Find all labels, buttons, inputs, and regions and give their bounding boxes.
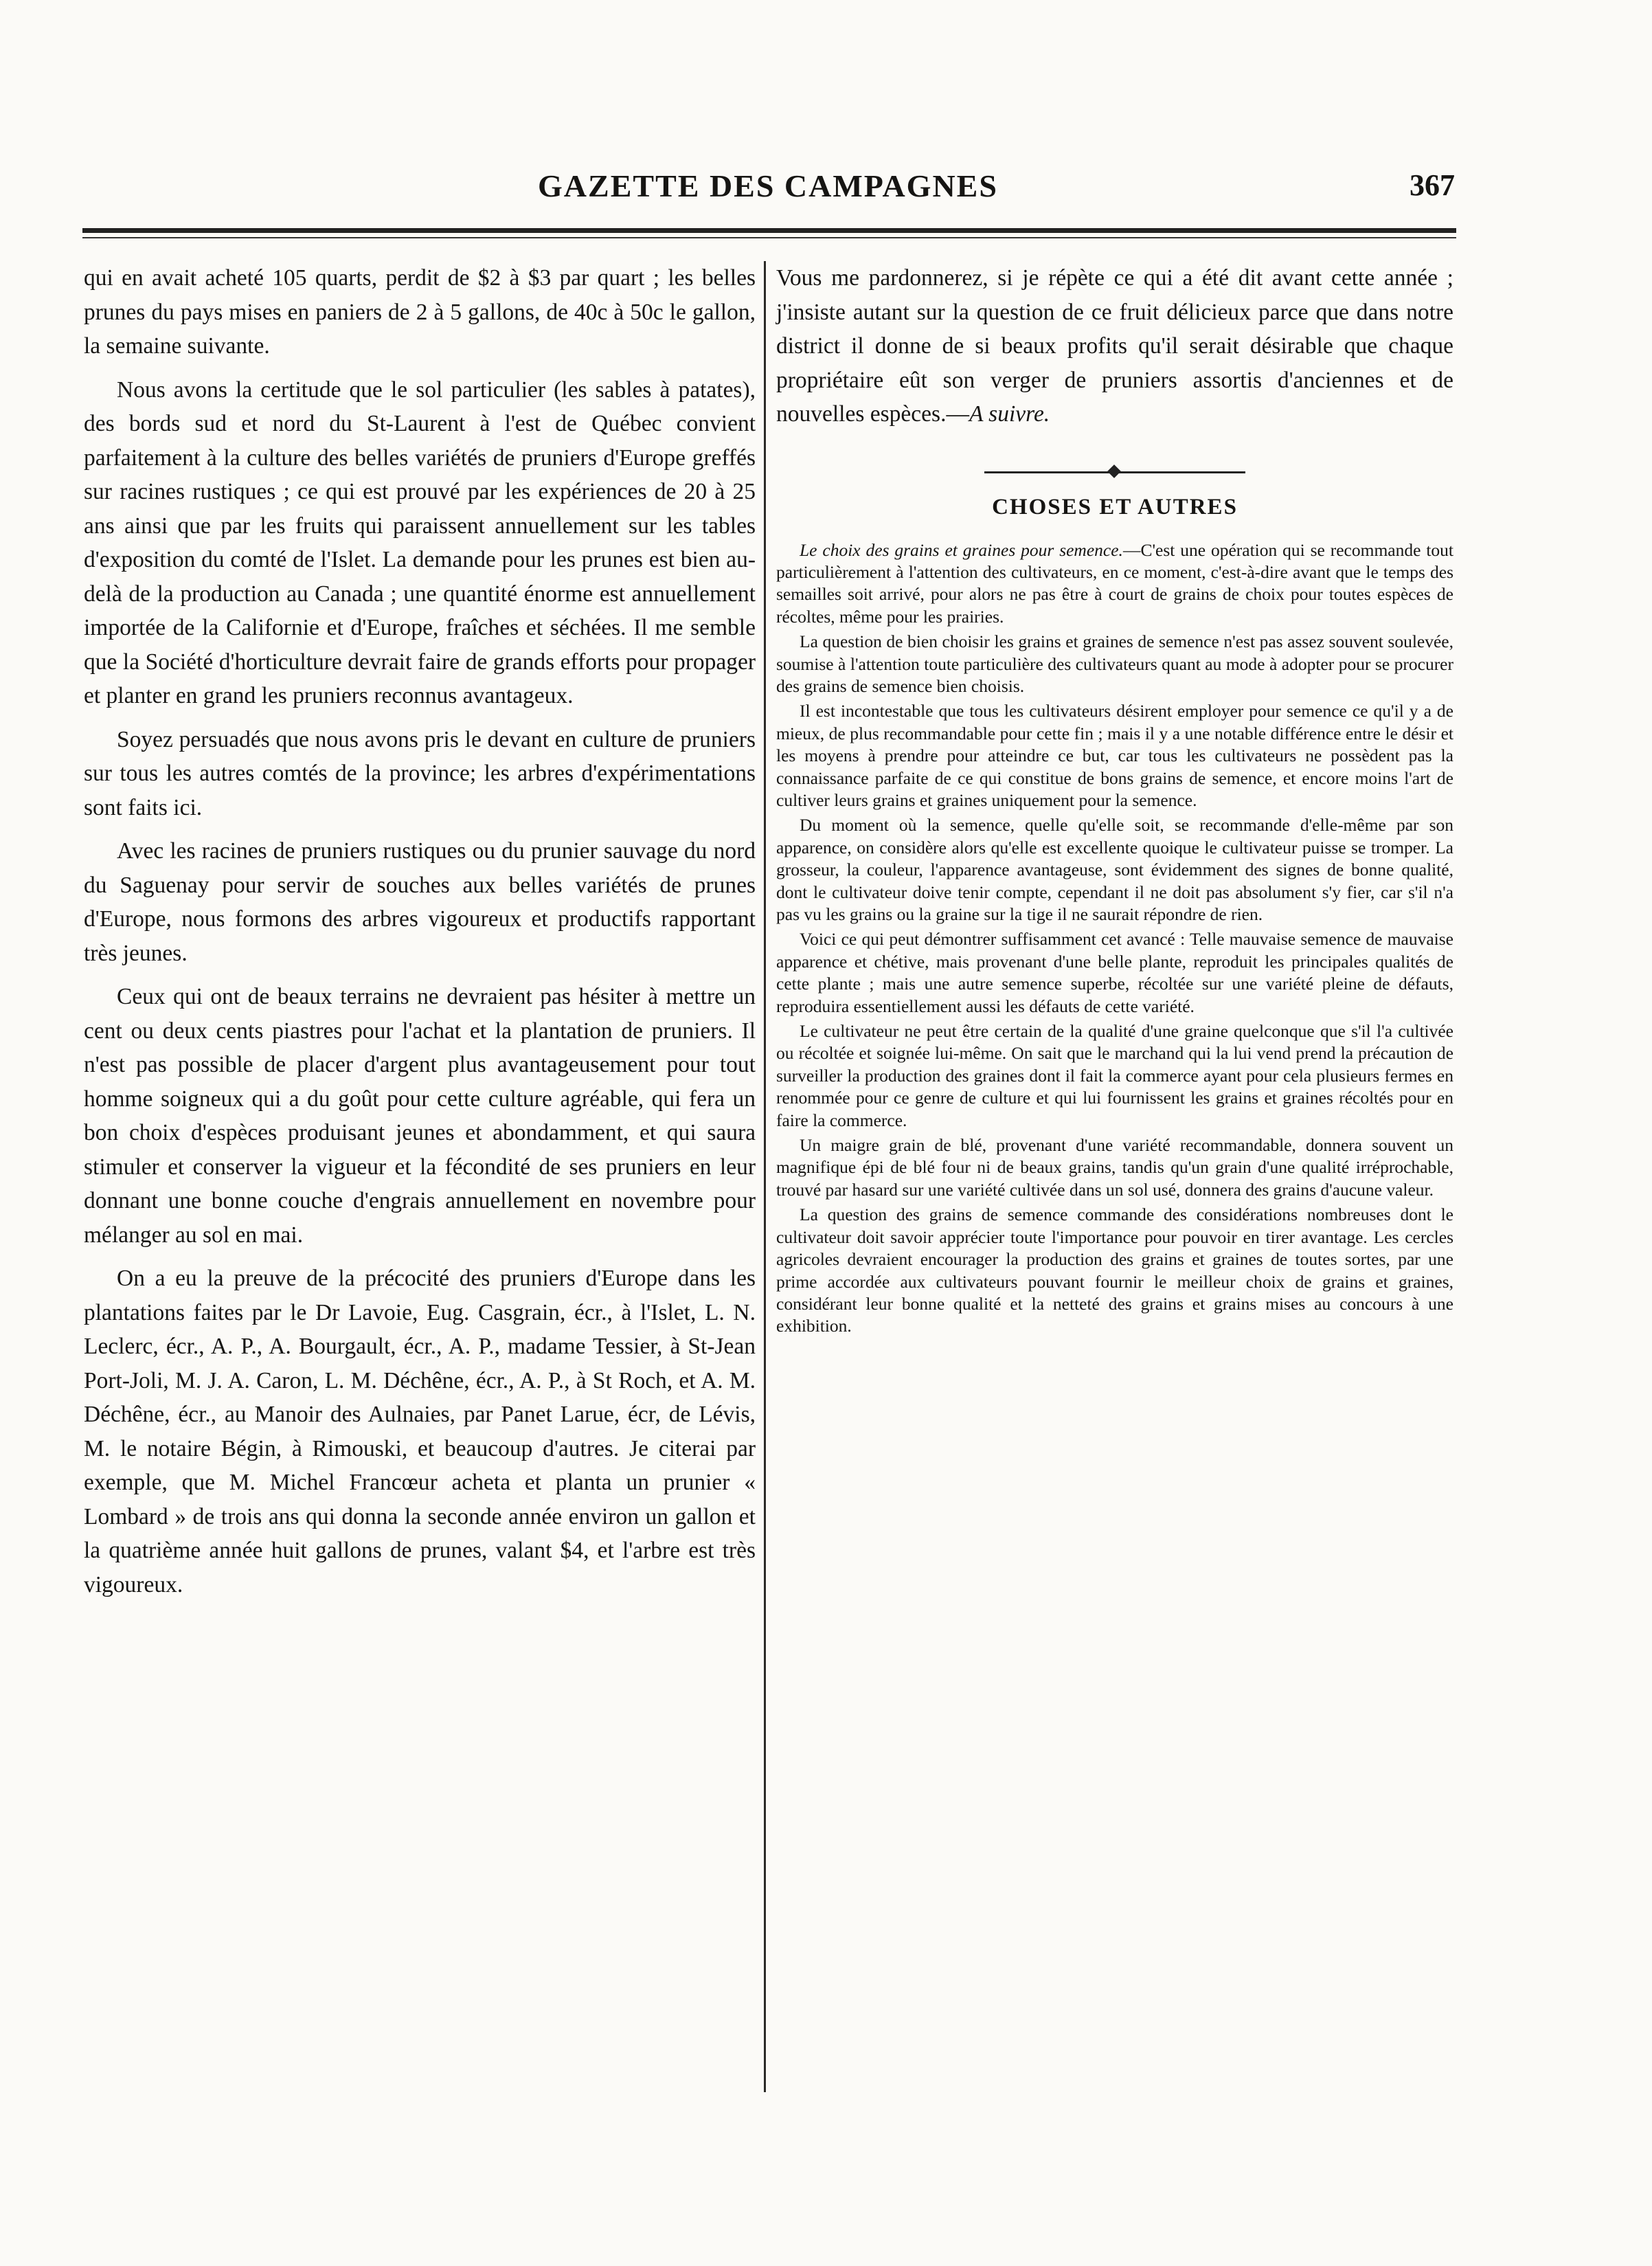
article-paragraph-6: Le cultivateur ne peut être certain de la qualité d'une graine quelconque que s'il l'a cultivée ou récoltée et soignée lui-même. On sait que le marchand qui la lui vend prend la précaution de surveiller la production des graines dont il fait la commerce ayant pour cela plusieurs fermes en renommée pour ce genre de culture et qui lui fournissent les grains et graines récoltés pour en faire la commerce. <box>776 1021 1453 1130</box>
left-paragraph-3: Soyez persuadés que nous avons pris le devant en culture de pruniers sur tous les autres comtés de la province; les arbres d'expérimentations sont faits ici. <box>84 726 756 820</box>
column-divider <box>764 261 766 2092</box>
article-paragraph-1 <box>776 539 1453 629</box>
page-header <box>81 164 1455 212</box>
section-heading: CHOSES ET AUTRES <box>992 494 1238 519</box>
article-paragraph-5: Voici ce qui peut démontrer suffisamment cet avancé : Telle mauvaise semence de mauvaise apparence et chétive, mais provenant d'une belle plante, reproduit les principales qualités de cette plante ; mais une autre semence superbe, récoltée sur une variété pleine de défauts, reproduira essentiellement aussi les défauts de cette variété. <box>776 929 1453 1016</box>
continued-paragraph-text: Vous me pardonnerez, si je répète ce qui a été dit avant cette année ; j'insiste autant sur la question de ce fruit délicieux parce que dans notre district il donne de si beaux profits qu'il serait désirable que chaque propriétaire eût son verger de pruniers assortis d'anciennes et de nouvelles espèces.— <box>776 265 1453 427</box>
article-paragraph-4: Du moment où la semence, quelle qu'elle soit, se recommande d'elle-même par son apparence, on considère alors qu'elle est excellente quoique le cultivateur puisse se tromper. La grosseur, la couleur, l'apparence avantageuse, sont évidemment des signes de bonne qualité, dont le cultivateur doive tenir compte, cependant il ne doit pas absolument s'y fier, car s'il n'a pas vu les grains ou la graine sur la tige il ne saurait répondre de rien. <box>776 815 1453 924</box>
left-column <box>84 261 756 1611</box>
left-paragraph-1: qui en avait acheté 105 quarts, perdit de $2 à $3 par quart ; les belles prunes du pays mises en paniers de 2 à 5 gallons, de 40c à 50c le gallon, la semaine suivante. <box>84 265 756 359</box>
page-number: 367 <box>1410 168 1455 202</box>
article-paragraph-7: Un maigre grain de blé, provenant d'une variété recommandable, donnera souvent un magnifique épi de blé four ni de beaux grains, tandis qu'un grain d'une qualité irréprochable, trouvé par hasard sur une variété cultivée dans un sol usé, donnera des grains d'aucune valeur. <box>776 1135 1453 1200</box>
a-suivre-note: A suivre. <box>969 401 1050 427</box>
article-paragraph-2: La question de bien choisir les grains et graines de semence n'est pas assez souvent soulevée, soumise à l'attention toute particulière des cultivateurs quant au mode à adopter pour se procurer des grains de semence bien choisis. <box>776 631 1453 696</box>
section-ornament <box>984 463 1245 481</box>
left-paragraph-6: On a eu la preuve de la précocité des pruniers d'Europe dans les plantations faites par le Dr Lavoie, Eug. Casgrain, écr., à l'Islet, L. N. Leclerc, écr., A. P., A. Bourgault, écr., A. P., madame Tessier, à St-Jean Port-Joli, M. J. A. Caron, L. M. Déchêne, écr., A. P., à St Roch, et A. M. Déchêne, écr., au Manoir des Aulnaies, par Panet Larue, écr, de Lévis, M. le notaire Bégin, à Rimouski, et beaucoup d'autres. Je citerai par exemple, que M. Michel Francœur acheta et planta un prunier « Lombard » de trois ans qui donna la seconde année environ un gallon et la quatrième année huit gallons de prunes, valant $4, et l'arbre est très vigoureux. <box>84 1266 756 1597</box>
left-paragraph-4: Avec les racines de pruniers rustiques ou du prunier sauvage du nord du Saguenay pour servir de souches aux belles variétés de prunes d'Europe, nous formons des arbres vigoureux et productifs rapportant très jeunes. <box>84 838 756 966</box>
article-paragraph-8: La question des grains de semence commande des considérations nombreuses dont le cultivateur doit savoir apprécier toute l'importance pour pouvoir en tirer avantage. Les cercles agricoles devraient encourager la production des grains et graines de toutes sortes, par une prime accordée aux cultivateurs pouvant fournir le meilleur choix de grains et graines, considérant leur bonne qualité et la netteté des grains et grains mises au concours à une exhibition. <box>776 1204 1453 1336</box>
journal-title: GAZETTE DES CAMPAGNES <box>538 168 998 203</box>
article-title: Le choix des grains et graines pour semence. <box>800 539 1123 560</box>
article-first-text: —C'est une opération qui se recommande tout particulièrement à l'attention des cultivateurs, en ce moment, c'est-à-dire avant que le temps des semailles soit arrivé, pour alors ne pas être à court de grains de choix pour toutes espèces de récoltes, même pour les prairies. <box>776 539 1453 627</box>
right-column <box>776 261 1453 1340</box>
continued-paragraph <box>776 261 1453 431</box>
left-paragraph-5: Ceux qui ont de beaux terrains ne devraient pas hésiter à mettre un cent ou deux cents piastres pour l'achat et la plantation de pruniers. Il n'est pas possible de placer d'argent plus avantageusement pour tout homme soigneux qui a du goût pour cette culture agréable, qui fera un bon choix d'espèces produisant jeunes et abondamment, et qui saura stimuler et conserver la vigueur et la fécondité de ses pruniers en leur donnant une bonne couche d'engrais annuellement en novembre pour mélanger au sol en mai. <box>84 984 756 1248</box>
header-rule-thick <box>82 228 1456 233</box>
article-body <box>776 539 1453 1338</box>
header-rule-thin <box>82 237 1456 238</box>
left-paragraph-2: Nous avons la certitude que le sol particulier (les sables à patates), des bords sud et nord du St-Laurent à l'est de Québec convient parfaitement à la culture des belles variétés de pruniers d'Europe greffés sur racines rustiques ; ce qui est prouvé par les expériences de 20 à 25 ans ainsi que par les fruits qui paraissent annuellement sur les tables d'exposition du comté de l'Islet. La demande pour les prunes est bien au-delà de la production au Canada ; une quantité énorme est annuellement importée de la Californie et d'Europe, fraîches et séchées. Il me semble que la Société d'horticulture devrait faire de grands efforts pour propager et planter en grand les pruniers reconnus avantageux. <box>84 377 756 708</box>
article-paragraph-3: Il est incontestable que tous les cultivateurs désirent employer pour semence ce qu'il y a de mieux, de plus recommandable pour cette fin ; mais il y a une notable différence entre le désir et les moyens à prendre pour atteindre ce but, car tous les cultivateurs ne possèdent pas la connaissance parfaite de ce qui constitue de bons grains de semence, et encore moins l'art de cultiver leurs grains et graines uniquement pour la semence. <box>776 701 1453 810</box>
